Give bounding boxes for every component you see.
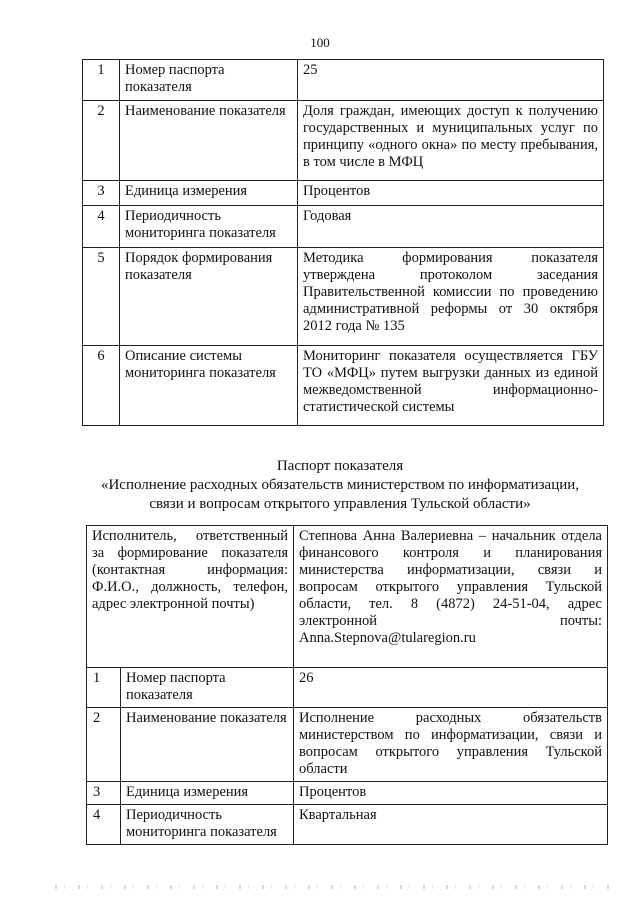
table-row <box>83 248 604 346</box>
row-label: Периодичность мониторинга показателя <box>120 206 298 248</box>
table-row <box>87 782 608 805</box>
indicator-title-line-1: «Исполнение расходных обязательств министерством по информатизации, <box>100 477 580 493</box>
row-label: Единица измерения <box>120 181 298 206</box>
row-number: 2 <box>87 708 121 782</box>
row-label: Наименование показателя <box>120 101 298 181</box>
row-number: 1 <box>87 668 121 708</box>
row-number: 4 <box>87 805 121 845</box>
row-value: Квартальная <box>294 805 608 845</box>
row-value: Доля граждан, имеющих доступ к получению государственных и муниципальных услуг по принципу «одного окна» по месту пребывания, в том числе в МФЦ <box>298 101 604 181</box>
row-number: 3 <box>83 181 120 206</box>
indicator-passport-table-25 <box>82 59 604 426</box>
table-row <box>87 805 608 845</box>
page-number: 100 <box>310 35 330 50</box>
row-number: 3 <box>87 782 121 805</box>
indicator-title-line-2: связи и вопросам открытого управления Тульской области» <box>149 496 531 512</box>
row-value: Процентов <box>294 782 608 805</box>
passport-title: Паспорт показателя <box>276 458 404 474</box>
passport-heading <box>60 457 620 514</box>
table-row <box>83 181 604 206</box>
table-row <box>83 206 604 248</box>
table-row <box>83 346 604 426</box>
scan-noise-decoration <box>55 885 615 889</box>
row-value: 26 <box>294 668 608 708</box>
row-label: Периодичность мониторинга показателя <box>121 805 294 845</box>
executor-label: Исполнитель, ответственный за формирование показателя (контактная информация: Ф.И.О., должность, телефон, адрес электронной почты) <box>87 526 294 668</box>
row-value: Исполнение расходных обязательств министерством по информатизации, связи и вопросам открытого управления Тульской области <box>294 708 608 782</box>
row-value: Годовая <box>298 206 604 248</box>
row-label: Номер паспорта показателя <box>121 668 294 708</box>
executor-contact: Степнова Анна Валериевна – начальник отдела финансового контроля и планирования министерства информатизации, связи и вопросам открытого управления Тульской области, тел. 8 (4872) 24-51-04, адрес электронной почты: Anna.Stepnova@tularegion.ru <box>294 526 608 668</box>
row-label: Наименование показателя <box>121 708 294 782</box>
row-label: Порядок формирования показателя <box>120 248 298 346</box>
table-row <box>87 708 608 782</box>
executor-row <box>87 526 608 668</box>
row-label: Номер паспорта показателя <box>120 60 298 101</box>
row-value: Методика формирования показателя утверждена протоколом заседания Правительственной комиссии по проведению административной реформы от 30 октября 2012 года № 135 <box>298 248 604 346</box>
row-number: 2 <box>83 101 120 181</box>
row-value: 25 <box>298 60 604 101</box>
row-label: Описание системы мониторинга показателя <box>120 346 298 426</box>
row-number: 1 <box>83 60 120 101</box>
row-number: 4 <box>83 206 120 248</box>
row-label: Единица измерения <box>121 782 294 805</box>
row-number: 6 <box>83 346 120 426</box>
table-row <box>87 668 608 708</box>
row-number: 5 <box>83 248 120 346</box>
row-value: Процентов <box>298 181 604 206</box>
row-value: Мониторинг показателя осуществляется ГБУ ТО «МФЦ» путем выгрузки данных из единой межведомственной информационно-статистической системы <box>298 346 604 426</box>
table-row <box>83 60 604 101</box>
table-row <box>83 101 604 181</box>
indicator-passport-table-26 <box>86 525 608 845</box>
